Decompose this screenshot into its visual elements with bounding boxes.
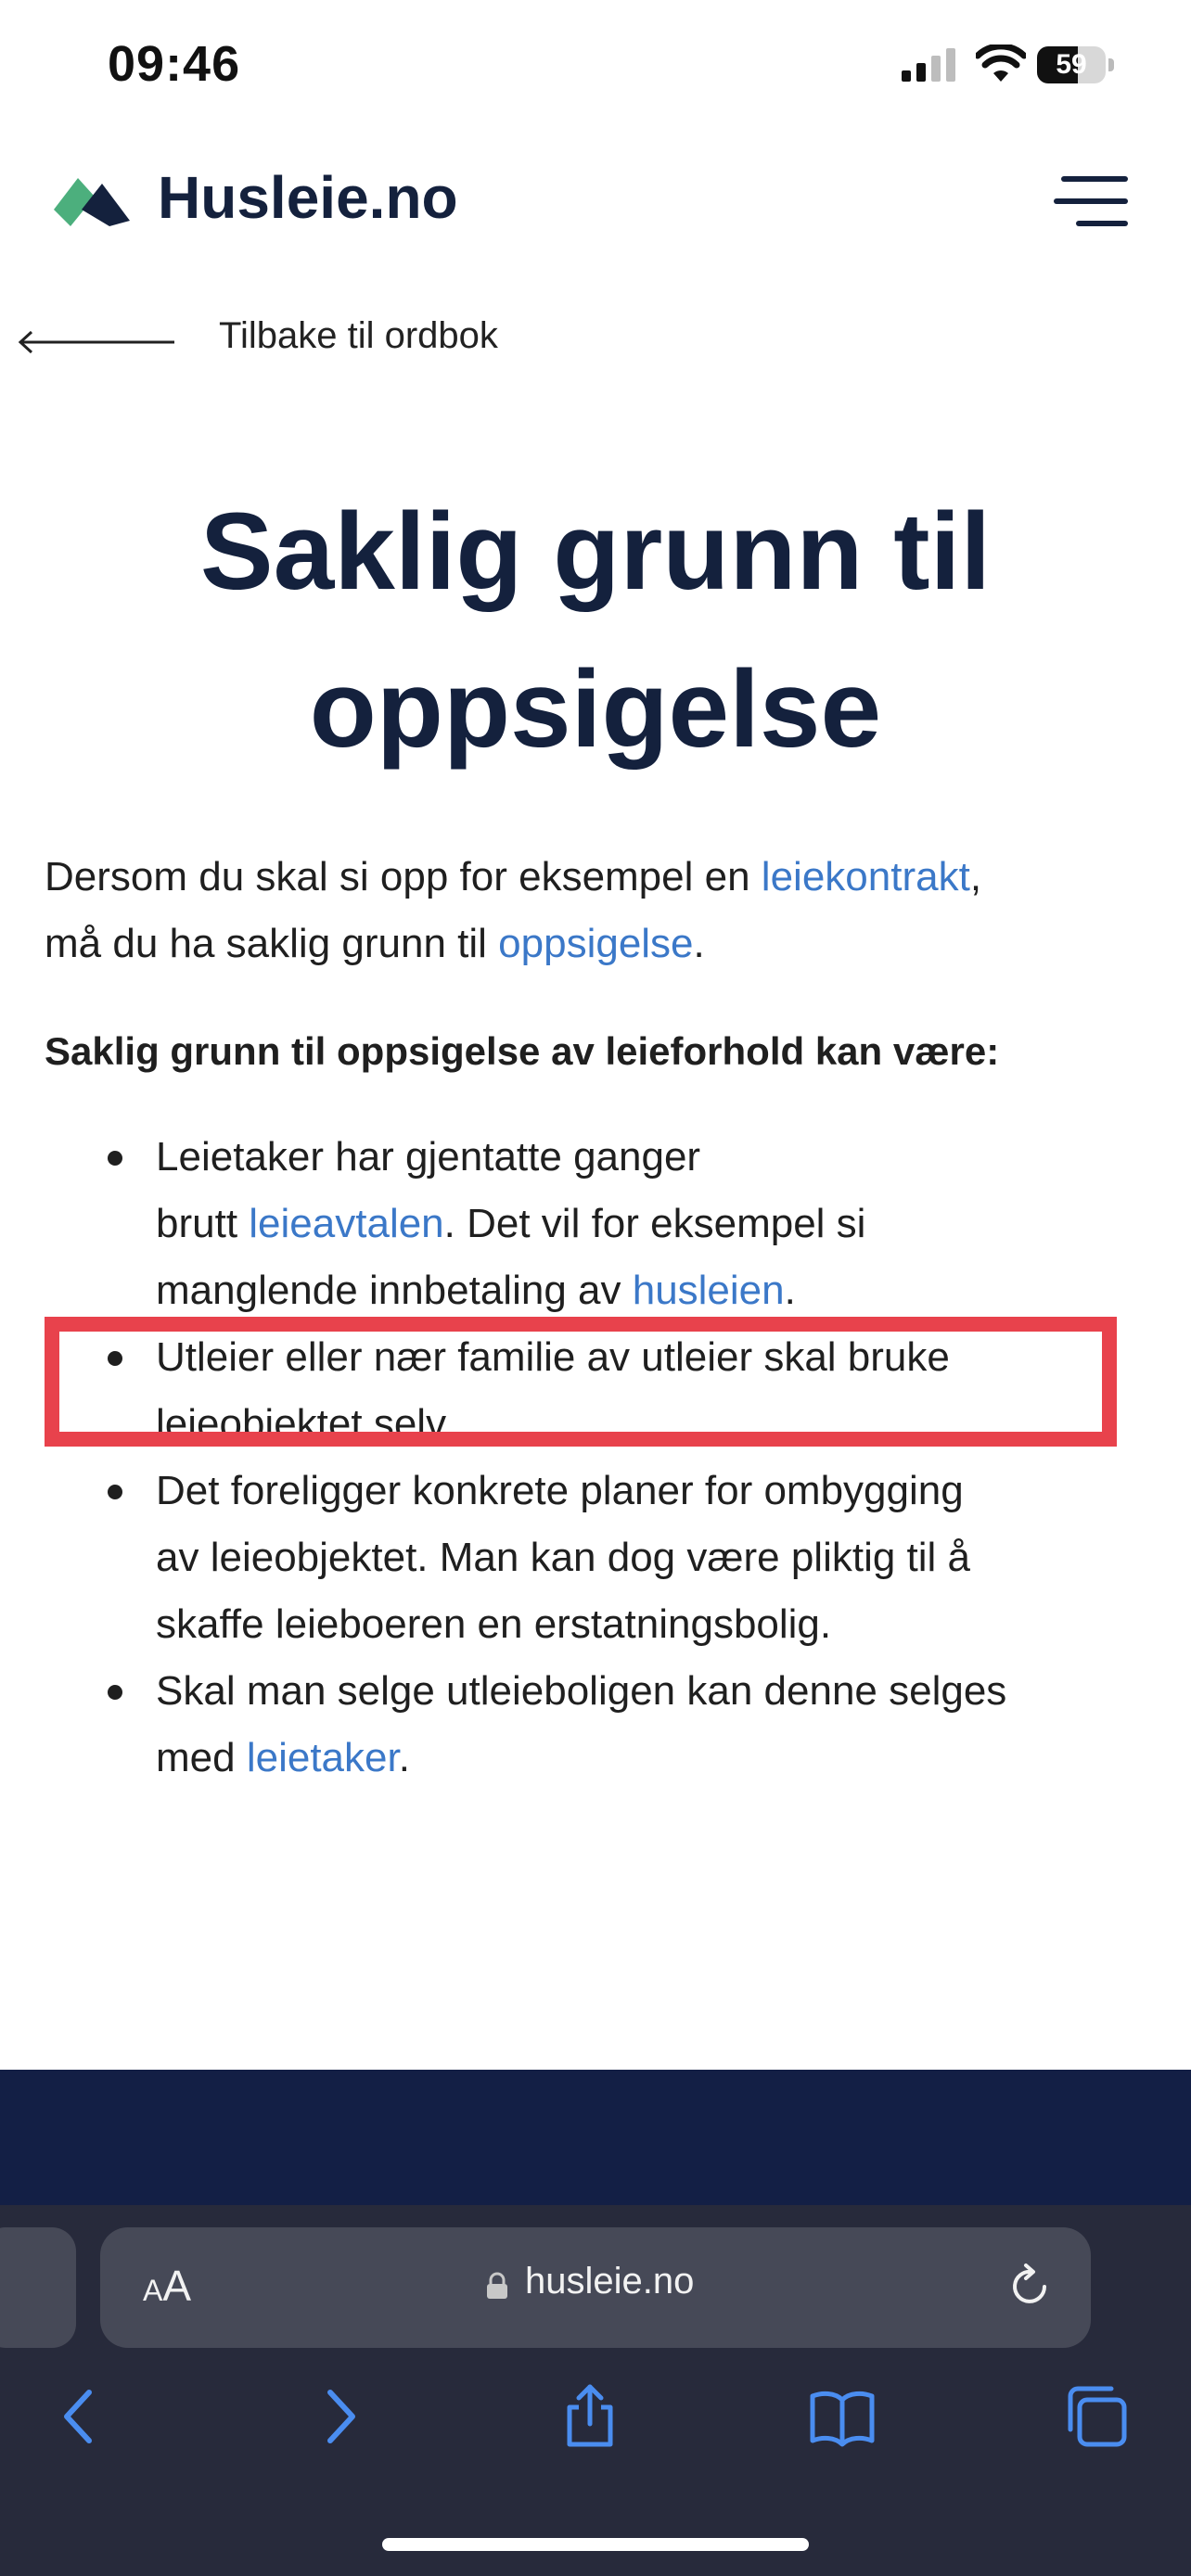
link-leiekontrakt[interactable]: leiekontrakt [761,854,970,899]
list-item-text: av leieobjektet. Man kan dog være pliktig til å [156,1535,971,1580]
link-husleien[interactable]: husleien [632,1268,785,1313]
menu-icon-line [1061,176,1128,182]
list-item-text: Skal man selge utleieboligen kan denne selges [156,1668,1007,1714]
link-leietaker[interactable]: leietaker [246,1735,399,1780]
intro-text: må du ha saklig grunn til [45,921,499,966]
forward-icon[interactable] [306,2383,373,2450]
link-oppsigelse[interactable]: oppsigelse [498,921,694,966]
list-item-text: Utleier eller nær familie av utleier skal bruke [156,1334,950,1380]
back-arrow-icon[interactable] [17,328,176,356]
cellular-signal-icon [902,48,957,82]
list-item-text: skaffe leieboeren en erstatningsbolig. [156,1601,832,1647]
list-item-text: med [156,1735,247,1780]
back-to-dictionary-link[interactable]: Tilbake til ordbok [219,315,498,356]
battery-icon [1037,46,1115,83]
battery-percent: 59 [1056,49,1087,80]
logo-icon[interactable] [54,174,130,226]
reasons-list [0,1124,1191,1792]
list-item-text: brutt [156,1201,250,1246]
list-item-text: leieobjektet selv [156,1401,447,1447]
bookmarks-icon[interactable] [809,2383,876,2450]
bullet [108,1151,122,1166]
site-logo-text[interactable]: Husleie.no [158,164,458,231]
previous-tab-preview[interactable] [0,2227,76,2348]
link-leieavtalen[interactable]: leieavtalen [249,1201,444,1246]
menu-icon-line [1076,221,1128,226]
list-item-text: Leietaker har gjentatte ganger [156,1134,701,1180]
home-indicator[interactable] [382,2538,809,2551]
share-icon[interactable] [557,2383,623,2450]
list-item-text: . [784,1268,796,1313]
bullet [108,1685,122,1700]
list-item-text: Det foreligger konkrete planer for ombygging [156,1468,964,1513]
reload-icon[interactable] [1004,2261,1056,2313]
list-item-text: . [398,1735,410,1780]
list-item-text: . Det vil for eksempel si [443,1201,866,1246]
highlight-box [45,1317,1117,1447]
reasons-subheading: Saklig grunn til oppsigelse av leieforhold kan være: [45,1029,1000,1073]
site-footer [0,2070,1191,2205]
menu-button[interactable] [1054,176,1128,228]
list-item [0,1658,1191,1792]
list-item-text: manglende innbetaling av [156,1268,633,1313]
menu-icon-line [1054,198,1128,204]
back-icon[interactable] [46,2383,113,2450]
list-item [0,1458,1191,1658]
text-size-button[interactable]: AA [143,2262,192,2310]
page-title [37,473,1154,788]
lock-icon [486,2272,508,2300]
bullet [108,1485,122,1499]
tabs-icon[interactable] [1063,2383,1130,2450]
page-title-line: oppsigelse [309,648,882,771]
intro-text: . [693,921,705,966]
intro-text: , [969,854,982,899]
intro-paragraph [45,844,1148,977]
list-item [0,1124,1191,1324]
wifi-icon [976,45,1026,83]
status-time: 09:46 [108,36,241,92]
page-title-line: Saklig grunn til [199,491,992,613]
intro-text: Dersom du skal si opp for eksempel en [45,854,762,899]
url-text[interactable]: husleie.no [525,2261,695,2302]
